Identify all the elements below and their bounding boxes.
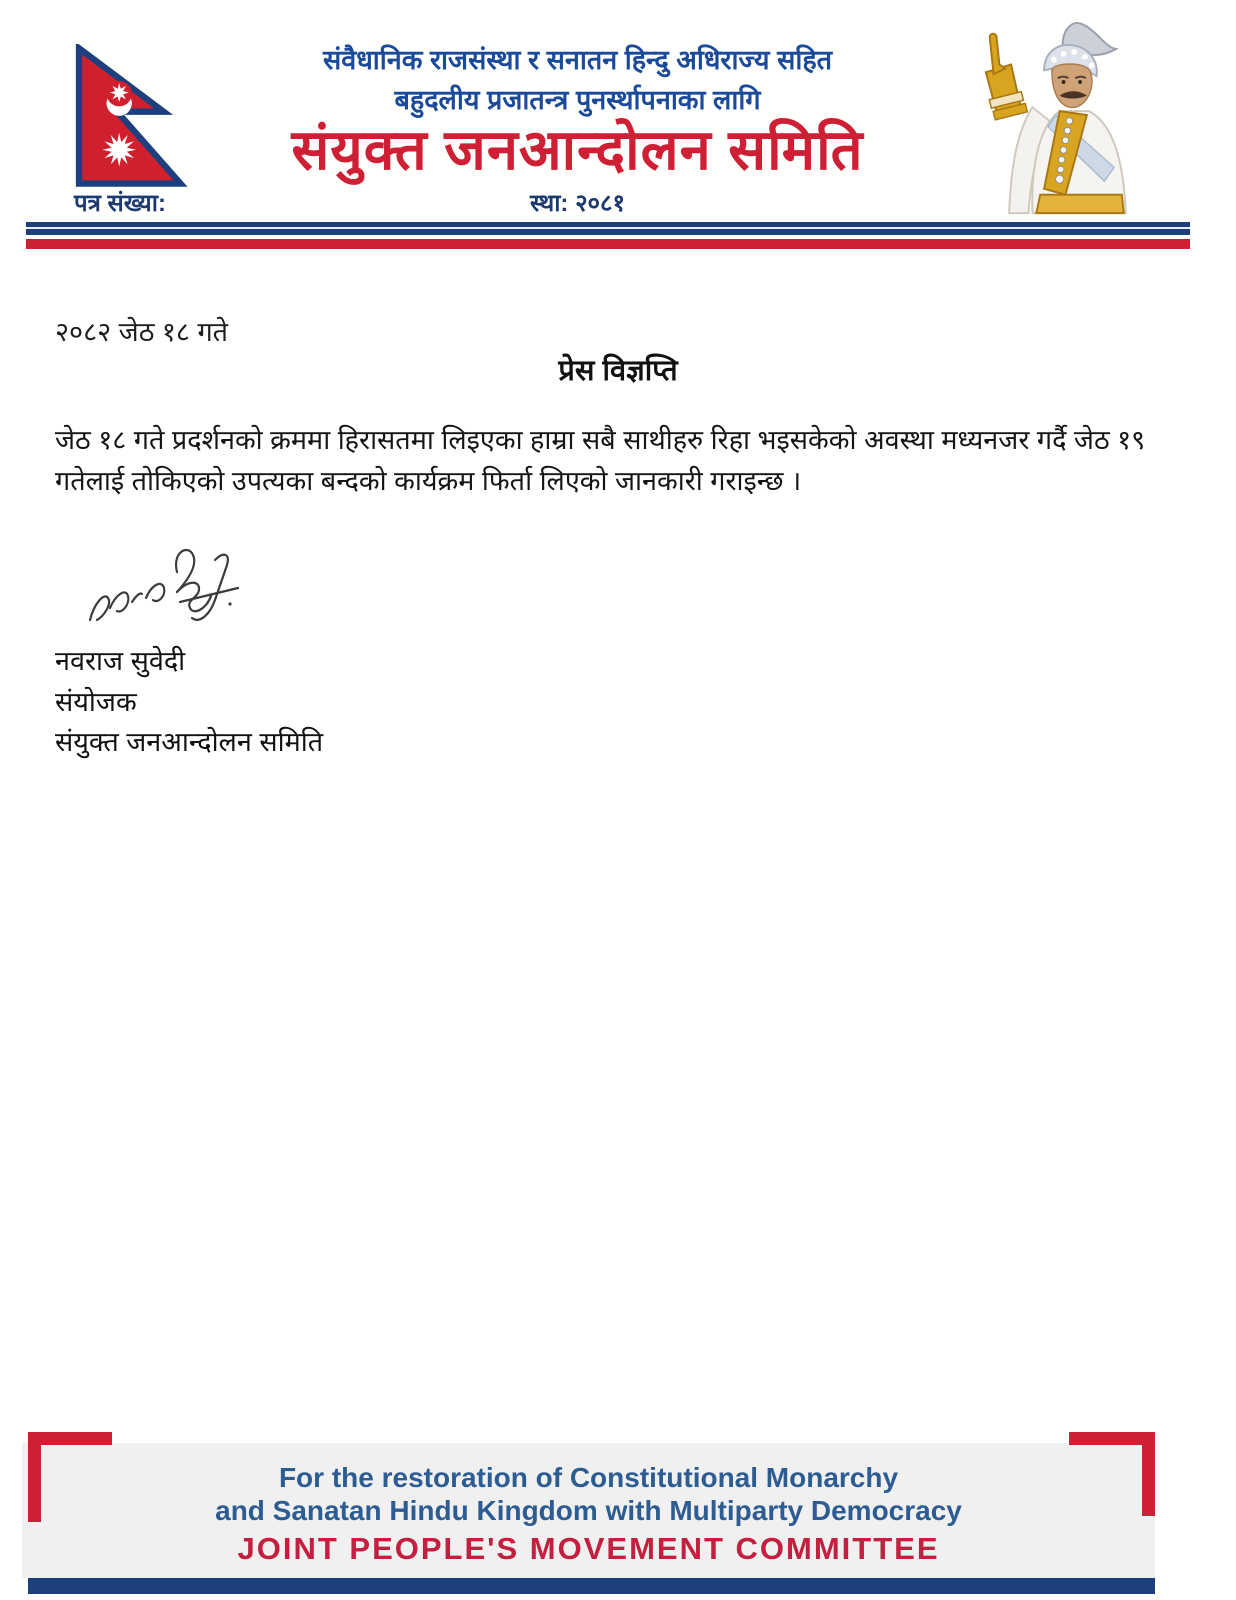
signatory-organization: संयुक्त जनआन्दोलन समिति [55,727,324,757]
footer-slogan-line-2: and Sanatan Hindu Kingdom with Multiparty Democracy [215,1495,962,1526]
header-divider-red [26,239,1190,249]
letter-number-label: पत्र संख्या: [74,190,166,217]
letter-paragraph: जेठ १८ गते प्रदर्शनको क्रममा हिरासतमा लिइएका हाम्रा सबै साथीहरु रिहा भइसकेको अवस्था मध्यनजर गर्दै जेठ १९ गतेलाई तोकिएको उपत्यका बन्दको कार्यक्रम फिर्ता लिएको जानकारी गराइन्छ । [55,425,1146,496]
footer-bottom-bar [28,1578,1155,1594]
footer-committee-name: JOINT PEOPLE'S MOVEMENT COMMITTEE [237,1531,940,1566]
header-titles [205,0,950,230]
press-release-title: प्रेस विज्ञप्ति [558,355,678,387]
header-divider-blue [26,222,1190,235]
footer-slogan-line-1: For the restoration of Constitutional Monarchy [278,1462,899,1493]
signatory-role: संयोजक [55,687,137,717]
header-subtitle-1: संवैधानिक राजसंस्था र सनातन हिन्दु अधिराज्य सहित [322,45,833,75]
signatory-name: नवराज सुवेदी [55,646,186,676]
nepal-flag-icon [68,44,200,192]
organization-name: संयुक्त जनआन्दोलन समिति [291,118,864,181]
king-portrait-icon [948,14,1148,218]
letter-date: २०८२ जेठ १८ गते [55,317,229,347]
established-year: स्था: २०८१ [530,190,625,217]
header-subtitle-2: बहुदलीय प्रजातन्त्र पुनर्स्थापनाका लागि [394,85,761,115]
handwritten-signature [80,538,250,638]
